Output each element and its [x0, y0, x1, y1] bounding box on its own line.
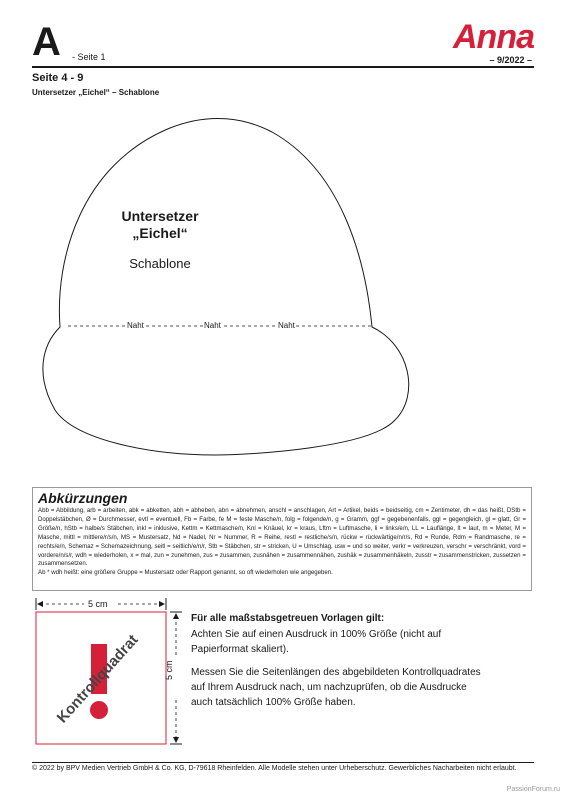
- instructions-paragraph-1: Achten Sie auf einen Ausdruck in 100% Größe (nicht auf Papierformat skaliert).: [191, 629, 442, 655]
- control-square-label: Kontrollquadrat: [53, 631, 142, 727]
- issue-number: – 9/2022 –: [489, 55, 532, 65]
- instructions-heading: Für alle maßstabsgetreuen Vorlagen gilt:: [191, 613, 385, 624]
- template-subtitle: Schablone: [129, 256, 191, 271]
- section-label: - Seite 1: [72, 52, 106, 62]
- footer-copyright: © 2022 by BPV Medien Vertrieb GmbH & Co. KG, D-79618 Rheinfelden. Alle Modelle stehen unter Urheberschutz. Gewerbliches Nacharbeiten nicht erlaubt.: [32, 765, 517, 772]
- instructions-paragraph-2: Messen Sie die Seitenlängen des abgebildeten Kontrollquadrates auf Ihrem Ausdruck nach, um nachzuprüfen, ob die Ausdrucke auch tatsächlich 100% Größe haben.: [191, 667, 481, 708]
- template-title-line1: Untersetzer: [121, 208, 199, 224]
- seam-label: Naht: [278, 321, 295, 330]
- seam-label: Naht: [204, 321, 221, 330]
- brand-logo: Anna: [453, 18, 534, 56]
- footer-divider: [32, 762, 534, 763]
- control-square-height-label: 5 cm: [164, 660, 174, 680]
- control-square-text-layer: [36, 612, 166, 744]
- abbreviations-note: Ab * wdh heißt: eine größere Gruppe = Mustersatz oder Rapport genannt, so oft wiederholen wie angegeben.: [38, 569, 333, 577]
- template-title-line2: „Eichel“: [132, 225, 188, 241]
- abbreviations-heading: Abkürzungen: [38, 490, 128, 506]
- page-range: Seite 4 - 9: [32, 72, 84, 84]
- watermark: PassionForum.ru: [506, 786, 560, 793]
- control-square-width-label: 5 cm: [88, 599, 108, 609]
- document-subtitle: Untersetzer „Eichel“ – Schablone: [32, 88, 160, 97]
- section-letter: A: [32, 20, 61, 64]
- abbreviations-text: Abb = Abbildung, arb = arbeiten, abk = abketten, abh = abheben, abn = abnehmen, anschl = anschlagen, Art = Artikel, beids = beidseitig, cm = Zentimeter, dh = das heißt, DStb = Doppelstäbchen, Ø = Durchmesser, evtl = eventuell, Fb = Farbe, fe M = feste Masche/n, folg = folgende/n, g = Gramm, ggf = gegebenenfalls, ggl = gegengleich, gl = glatt, Gr = Größe/n, hStb = halbe/s Stäbchen, inkl = inklusive, Kettm = Kettmasche/n, Knl = Knäuel, kr = kraus, Lftm = Luftmasche, li = links/e/n, LL = Lauflänge, lt = laut, m = Meter, M = Masche, mittl = mittlere/r/s/n, MS = Mustersatz, Nd = Nadel, Nr = Nummer, R = Reihe, restl = restliche/s/n, rückw = rückwärtige/n/r/s, Rd = Runde, Rdm = Randmasche, re = rechts/e/n, Schemaz = Schemazeichnung, seitl = seitlich/e/n/r, Stb = Stäbchen, str = stricken, U = Umschlag, usw = und so weiter, verkr = verkreuzen, verschr = verschränkt, vord = vordere/n/s/r, wdh = wiederholen, x = mal, zun = zunehmen, zus = zusammen, zusnähen = zusammennähen, zushäk = zusammenhäkeln, zusstr = zusammenstricken, zussetzen = zusammensetzen.: [38, 507, 526, 568]
- seam-label: Naht: [127, 321, 144, 330]
